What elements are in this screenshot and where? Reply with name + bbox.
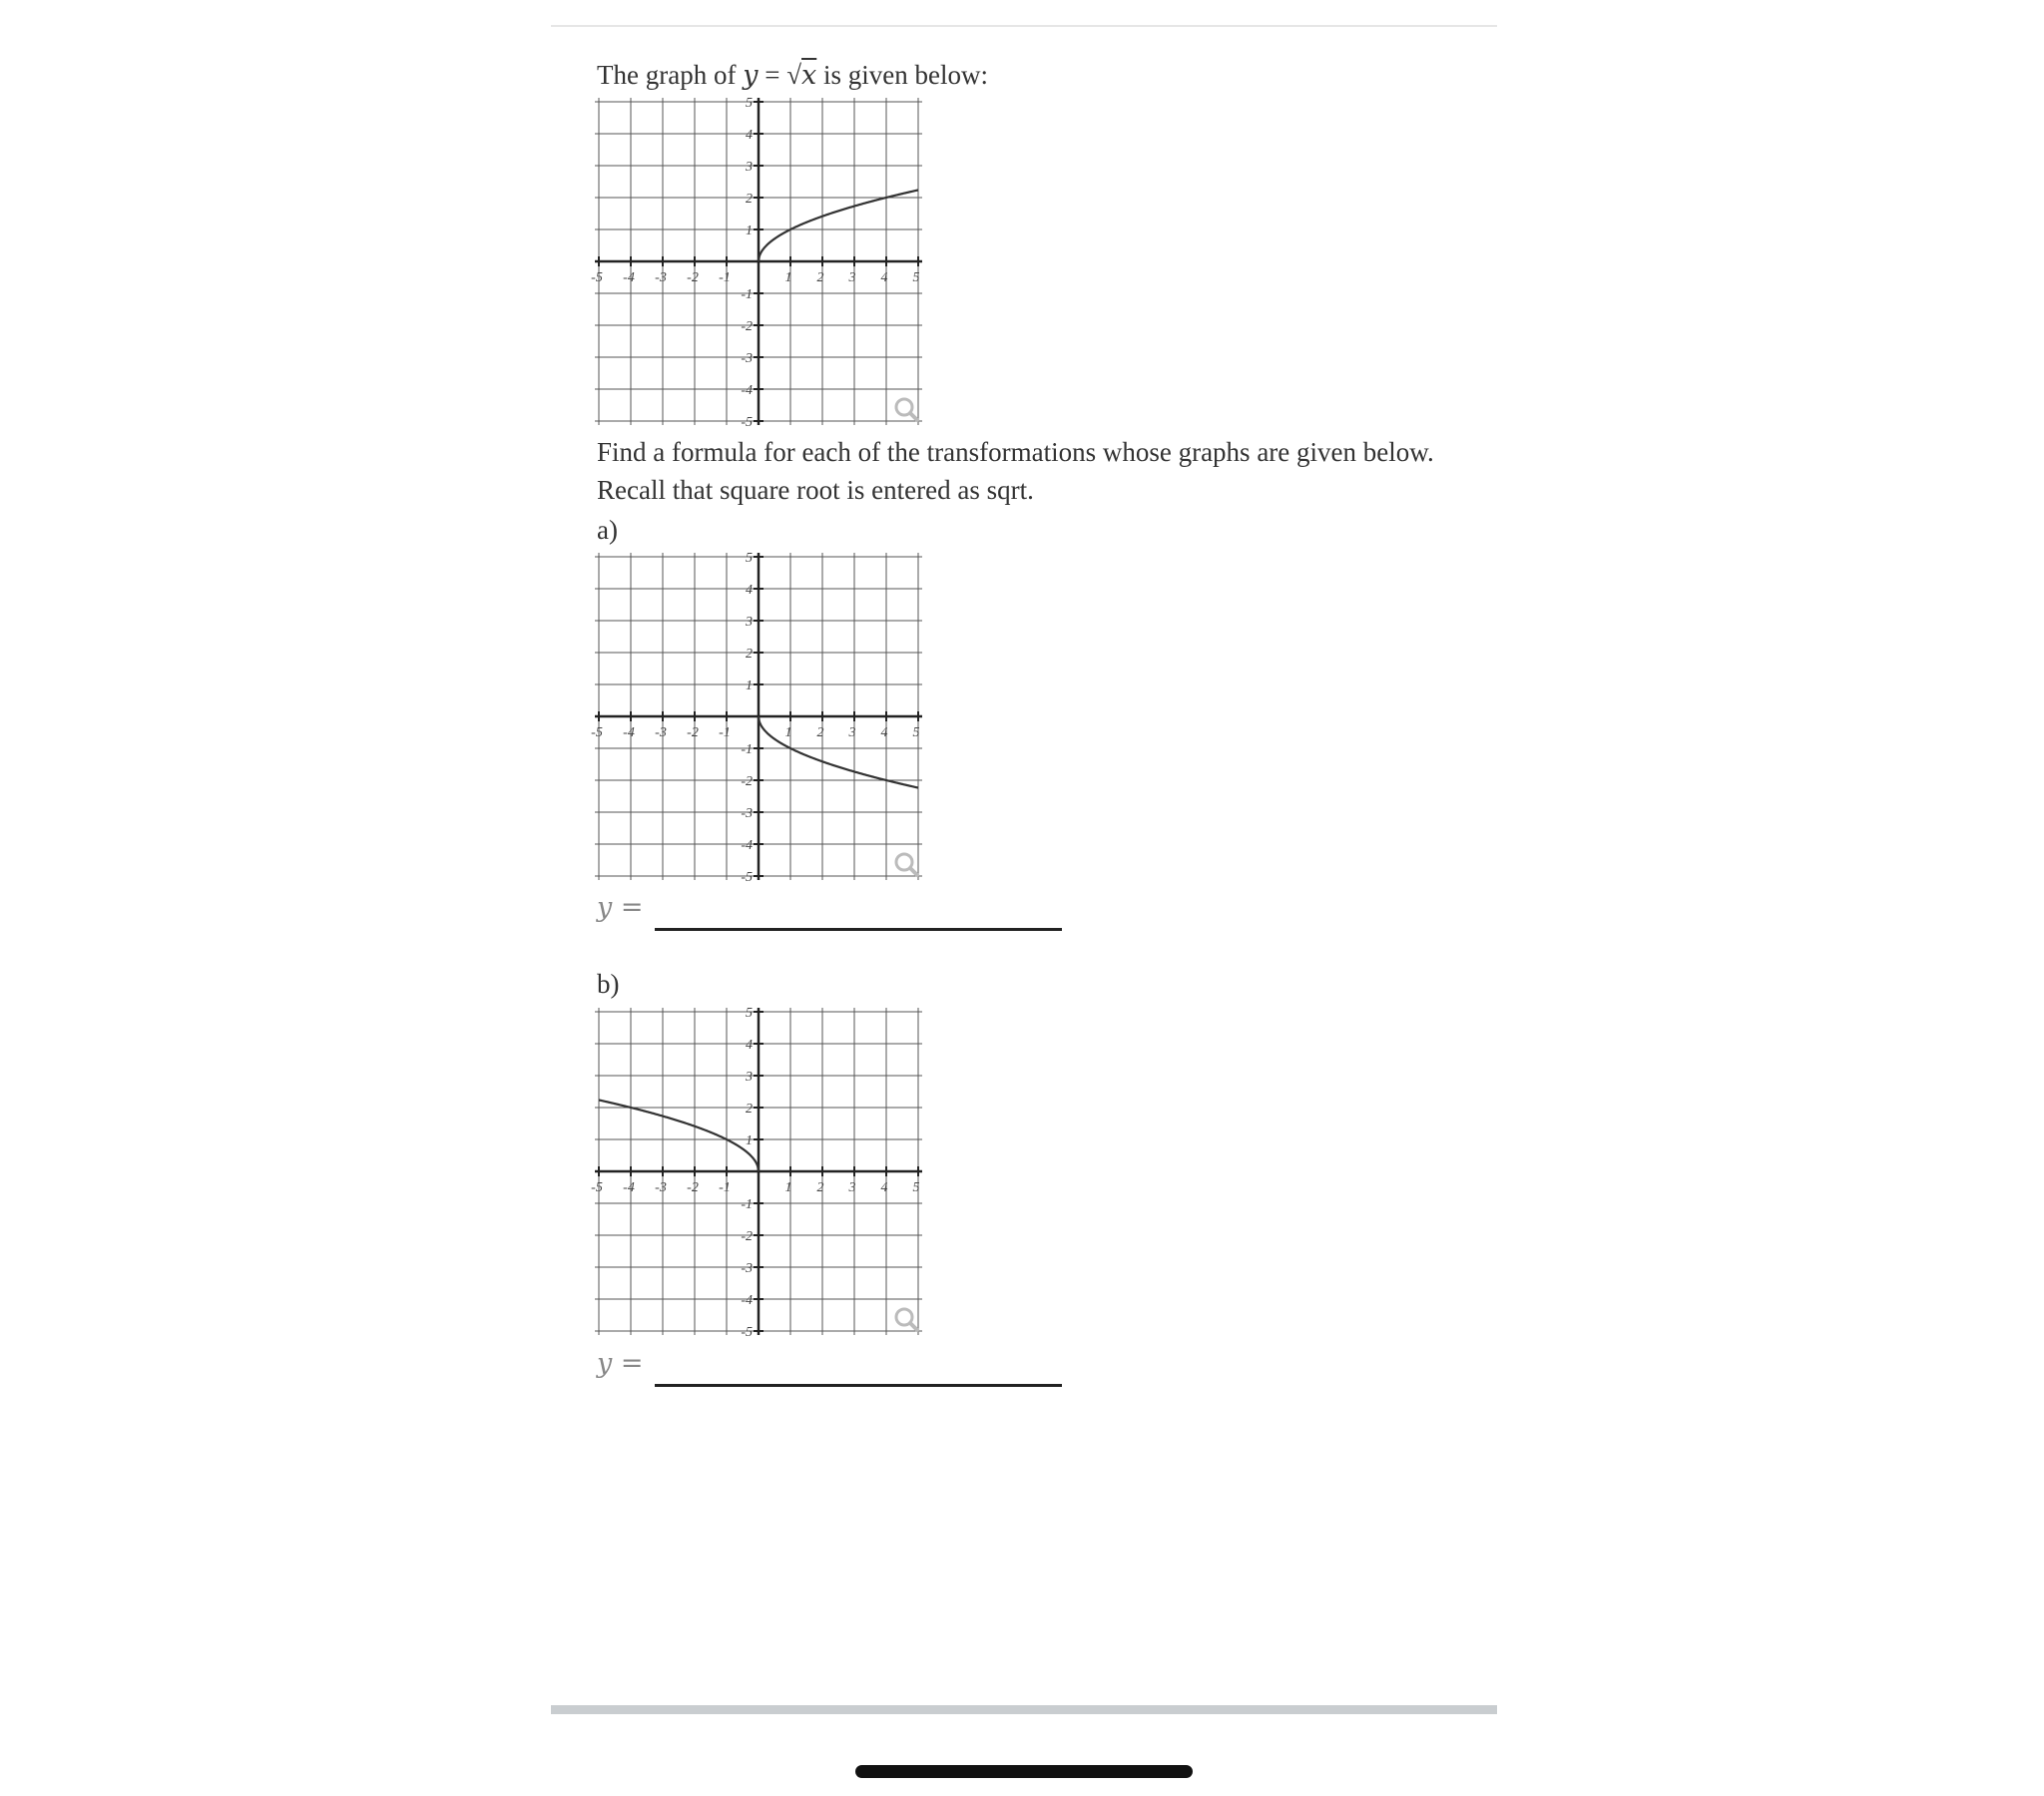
instruction-line-2: Recall that square root is entered as sqrt. xyxy=(597,475,1034,505)
x-tick-label: -1 xyxy=(719,1180,731,1195)
magnifier-handle xyxy=(910,413,917,420)
y-tick-label: 1 xyxy=(746,224,753,238)
y-tick-label: 4 xyxy=(746,1038,753,1053)
bottom-divider xyxy=(551,1705,1497,1714)
graph-a-svg xyxy=(591,549,928,885)
y-tick-label: 3 xyxy=(746,1070,753,1085)
y-tick-label: 5 xyxy=(746,551,753,566)
y-tick-label: 1 xyxy=(746,1133,753,1148)
y-tick-label: -2 xyxy=(741,774,753,789)
x-tick-label: 4 xyxy=(880,270,888,285)
x-tick-label: -5 xyxy=(591,1180,603,1195)
function-curve xyxy=(759,716,918,788)
x-tick-label: -1 xyxy=(719,270,731,285)
instruction-line-1: Find a formula for each of the transformations whose graphs are given below. xyxy=(597,437,1434,467)
intro-text xyxy=(597,56,988,95)
magnifier-handle xyxy=(910,1323,917,1330)
intro-lhs: y xyxy=(743,60,759,91)
graph-a xyxy=(591,549,928,885)
y-tick-label: 2 xyxy=(746,192,753,207)
x-tick-label: 3 xyxy=(848,725,856,740)
magnifier-icon[interactable] xyxy=(896,854,917,875)
answer-a-input[interactable] xyxy=(655,896,1062,931)
intro-equals: = xyxy=(758,60,787,90)
y-tick-label: 4 xyxy=(746,583,753,598)
y-tick-label: -4 xyxy=(741,383,753,398)
x-tick-label: -2 xyxy=(687,270,699,285)
magnifier-icon[interactable] xyxy=(896,1309,917,1330)
y-tick-label: -1 xyxy=(741,287,753,302)
x-tick-label: 5 xyxy=(912,270,920,285)
x-tick-label: -2 xyxy=(687,1180,699,1195)
intro-suffix: is given below: xyxy=(816,60,988,90)
y-tick-label: 2 xyxy=(746,647,753,662)
x-tick-label: -1 xyxy=(719,725,731,740)
x-tick-label: 4 xyxy=(880,725,888,740)
y-tick-label: 5 xyxy=(746,96,753,111)
y-tick-label: 1 xyxy=(746,678,753,693)
y-tick-label: -4 xyxy=(741,1293,753,1308)
x-tick-label: 1 xyxy=(784,725,792,740)
magnifier-icon[interactable] xyxy=(896,399,917,420)
x-tick-label: -4 xyxy=(623,725,635,740)
y-tick-label: -3 xyxy=(741,1261,753,1276)
y-tick-label: -1 xyxy=(741,1197,753,1212)
y-tick-label: 3 xyxy=(746,615,753,630)
y-tick-label: 4 xyxy=(746,128,753,143)
x-tick-label: 3 xyxy=(848,1180,856,1195)
answer-b-label: y = xyxy=(597,1348,644,1379)
x-tick-label: -2 xyxy=(687,725,699,740)
x-tick-label: 2 xyxy=(816,725,824,740)
y-tick-label: 3 xyxy=(746,160,753,175)
x-tick-label: -4 xyxy=(623,270,635,285)
x-tick-label: -5 xyxy=(591,270,603,285)
y-tick-label: -1 xyxy=(741,742,753,757)
radical-sign: √ xyxy=(786,60,802,90)
answer-a-label: y = xyxy=(597,892,644,923)
y-tick-label: -4 xyxy=(741,838,753,853)
y-tick-label: 5 xyxy=(746,1006,753,1021)
x-tick-label: -3 xyxy=(655,1180,667,1195)
x-tick-label: -3 xyxy=(655,270,667,285)
x-tick-label: 3 xyxy=(848,270,856,285)
part-a-label: a) xyxy=(597,515,618,545)
x-tick-label: 5 xyxy=(912,725,920,740)
x-tick-label: -3 xyxy=(655,725,667,740)
y-tick-label: -5 xyxy=(741,1325,753,1340)
home-indicator[interactable] xyxy=(855,1765,1193,1778)
y-tick-label: -2 xyxy=(741,319,753,334)
y-tick-label: -5 xyxy=(741,415,753,430)
graph-b xyxy=(591,1004,928,1340)
part-b-label: b) xyxy=(597,969,620,999)
graph-base-svg xyxy=(591,94,928,430)
y-tick-label: 2 xyxy=(746,1102,753,1117)
y-tick-label: -5 xyxy=(741,870,753,885)
y-tick-label: -3 xyxy=(741,806,753,821)
x-tick-label: 1 xyxy=(784,270,792,285)
top-divider xyxy=(551,25,1497,27)
graph-base xyxy=(591,94,928,430)
answer-row-b xyxy=(597,1348,1066,1388)
x-tick-label: 4 xyxy=(880,1180,888,1195)
x-tick-label: 1 xyxy=(784,1180,792,1195)
y-tick-label: -2 xyxy=(741,1229,753,1244)
function-curve xyxy=(599,1100,759,1171)
x-tick-label: 5 xyxy=(912,1180,920,1195)
radicand: x xyxy=(801,60,817,91)
x-tick-label: 2 xyxy=(816,1180,824,1195)
answer-b-input[interactable] xyxy=(655,1352,1062,1387)
x-tick-label: 2 xyxy=(816,270,824,285)
magnifier-handle xyxy=(910,868,917,875)
function-curve xyxy=(759,190,918,261)
y-tick-label: -3 xyxy=(741,351,753,366)
intro-prefix: The graph of xyxy=(597,60,744,90)
answer-row-a xyxy=(597,892,1066,932)
x-tick-label: -4 xyxy=(623,1180,635,1195)
x-tick-label: -5 xyxy=(591,725,603,740)
graph-b-svg xyxy=(591,1004,928,1340)
